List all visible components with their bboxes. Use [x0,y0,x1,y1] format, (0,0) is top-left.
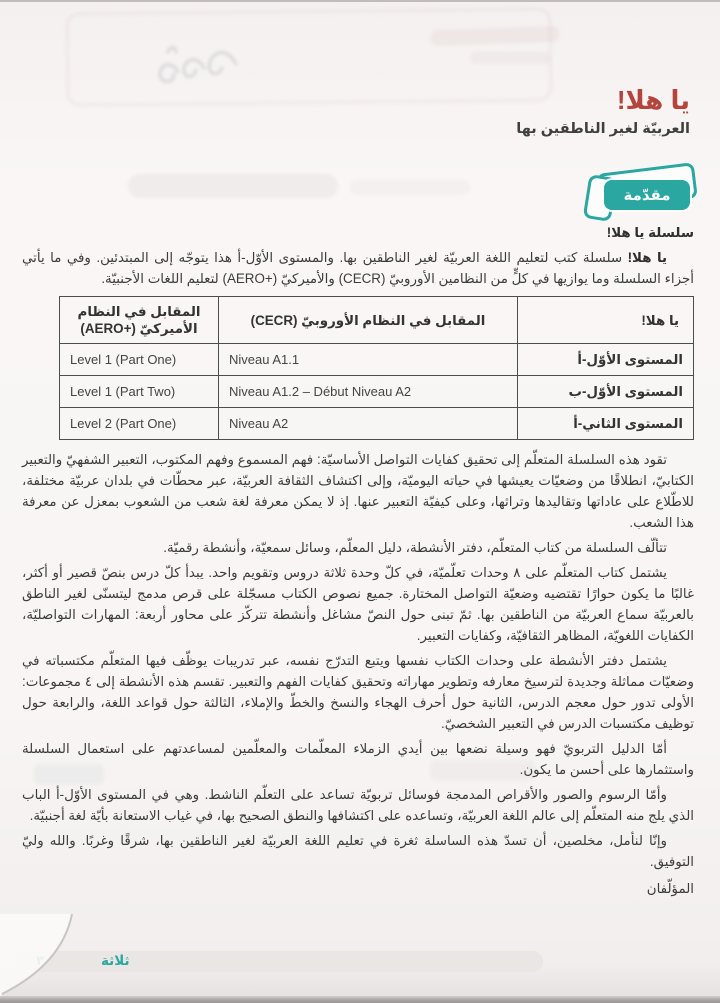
table-column-header: المقابل في النظام الأوروبيّ (CECR) [219,297,518,344]
table-row [60,376,694,408]
book-title: يا هلا! [616,85,690,115]
badge-label: مقدّمة [604,180,690,210]
showthrough-box [66,7,553,106]
scan-edge-top [0,0,720,2]
table-row [60,408,694,440]
body-paragraph: يشتمل كتاب المتعلّم على ٨ وحدات تعلّميّة، في كلّ وحدة ثلاثة دروس وتقويم واحد. يبدأ كلّ درس بنصّ قصير أو أكثر، غالبًا ما يكون حوارًا تقتضيه وضعيّة التواصل المختارة. جميع نصوص الكتاب مسجّلة على قرص مدمج ليتسنّى لغير الناطق بالعربيّة سماع العربيّة من الناطقين بها. ثمّ تبنى حول النصّ مشاغل وأنشطة تتركّز على محاور أربعة: المهارات التواصليّة، الكفايات اللغويّة، المظاهر الثقافيّة، وكفايات التعبير. [22,565,694,643]
table-column-header: المقابل في النظام الأميركيّ (+AERO) [60,297,219,344]
showthrough-text-blob [350,180,470,195]
author-signature: المؤلّفان [646,881,694,896]
body-paragraph: وأمّا الرسوم والصور والأقراص المدمجة فوسائل تربويّة تساعد على التعلّم الناشط. وهي في المستوى الأوّل-أ الباب الذي يلج منه المتعلّم إلى عالم اللغة العربيّة، وتساعده على اكتشافها والنطق الصحيح بها، في غياب الاستعانة بأيّة لغة أجنبيّة. [22,787,694,823]
level-equivalent-cell: Niveau A2 [219,408,518,440]
series-heading: سلسلة يا هلا! [606,225,694,240]
section-badge [590,166,702,220]
table-row [60,344,694,376]
level-equivalent-cell: Niveau A1.2 – Début Niveau A2 [219,376,518,408]
level-equivalent-cell: Level 2 (Part One) [60,408,219,440]
table-header-row [60,297,694,344]
body-paragraph: تتألّف السلسلة من كتاب المتعلّم، دفتر الأنشطة، دليل المعلّم، وسائل سمعيّة، وأنشطة رقميّة. [163,540,667,555]
levels-comparison-table [59,296,694,440]
page-curl [0,910,100,998]
level-name-cell: المستوى الأوّل-أ [518,344,694,376]
showthrough-text-blob [430,26,560,47]
intro-text: سلسلة كتب لتعليم اللغة العربيّة لغير الناطقين بها. والمستوى الأوّل-أ هذا يتوجّه إلى المبتدئين. وفي ما يأتي أجزاء السلسلة وما يوازيها في كلٍّ من النظامين الأوروبيّ (CECR) والأميركيّ (+AERO) لتعليم اللغات الأجنبيّة. [22,250,694,286]
body-paragraphs [22,449,694,872]
body-paragraph: أمّا الدليل التربويّ فهو وسيلة نضعها بين أيدي الزملاء المعلّمات والمعلّمين لمساعدتهم على استعمال السلسلة واستثمارها على أحسن ما يكون. [22,741,694,777]
body-paragraph: يشتمل دفتر الأنشطة على وحدات الكتاب نفسها ويتبع التدرّج نفسه، عبر تدريبات يوظّف فيها المتعلّم مكتسباته في وضعيّات مماثلة وجديدة لترسيخ معارفه وتطوير مهاراته وتحقيق كفايات الفهم والتعبير. تقسم هذه الأنشطة إلى ٤ مجموعات: الأولى تدور حول معجم الدرس، الثانية حول أحرف الهجاء والنسخ والخطّ والإملاء، الثالثة حول قواعد اللغة، والرابعة حول توظيف مكتسبات الدرس في التعبير الشخصيّ. [22,653,694,731]
level-equivalent-cell: Niveau A1.1 [219,344,518,376]
level-name-cell: المستوى الأوّل-ب [518,376,694,408]
showthrough-text-blob [128,174,338,198]
table-column-header: يا هلا! [518,297,694,344]
page-header [516,86,690,137]
body-paragraph: تقود هذه السلسلة المتعلّم إلى تحقيق كفايات التواصل الأساسيّة: فهم المسموع وفهم المكتوب، التعبير الشفهيّ والتعبير الكتابيّ، انطلاقًا من وضعيّات يعيشها في حياته اليوميّة، وإلى اكتشاف الثقافة العربيّة، عبر محطّات في بلدان عربيّة مختلفة، للاطّلاع على عاداتها وتقاليدها وتراثها، وعلى كيفيّة التعبير عنها. إذ لا يمكن معرفة لغة شعب من الشعوب بمعزل عن معرفة هذا الشعب. [22,452,694,530]
footer-page-word: ثلاثة [101,953,130,968]
showthrough-text-blob [470,52,550,64]
intro-paragraph [22,247,694,289]
page-content [22,222,694,899]
intro-lead: يا هلا! [627,250,668,265]
level-equivalent-cell: Level 1 (Part Two) [60,376,219,408]
showthrough-handwriting [148,34,248,90]
scan-edge-bottom [0,996,720,1003]
body-paragraph: وإنّا لنأمل، مخلصين، أن تسدّ هذه الساسلة ثغرة في تعليم اللغة العربيّة لغير الناطقين بها، شرقًا وغربًا. والله وليّ التوفيق. [22,833,694,869]
book-subtitle: العربيّة لغير الناطقين بها [516,120,690,137]
level-name-cell: المستوى الثاني-أ [518,408,694,440]
level-equivalent-cell: Level 1 (Part One) [60,344,219,376]
